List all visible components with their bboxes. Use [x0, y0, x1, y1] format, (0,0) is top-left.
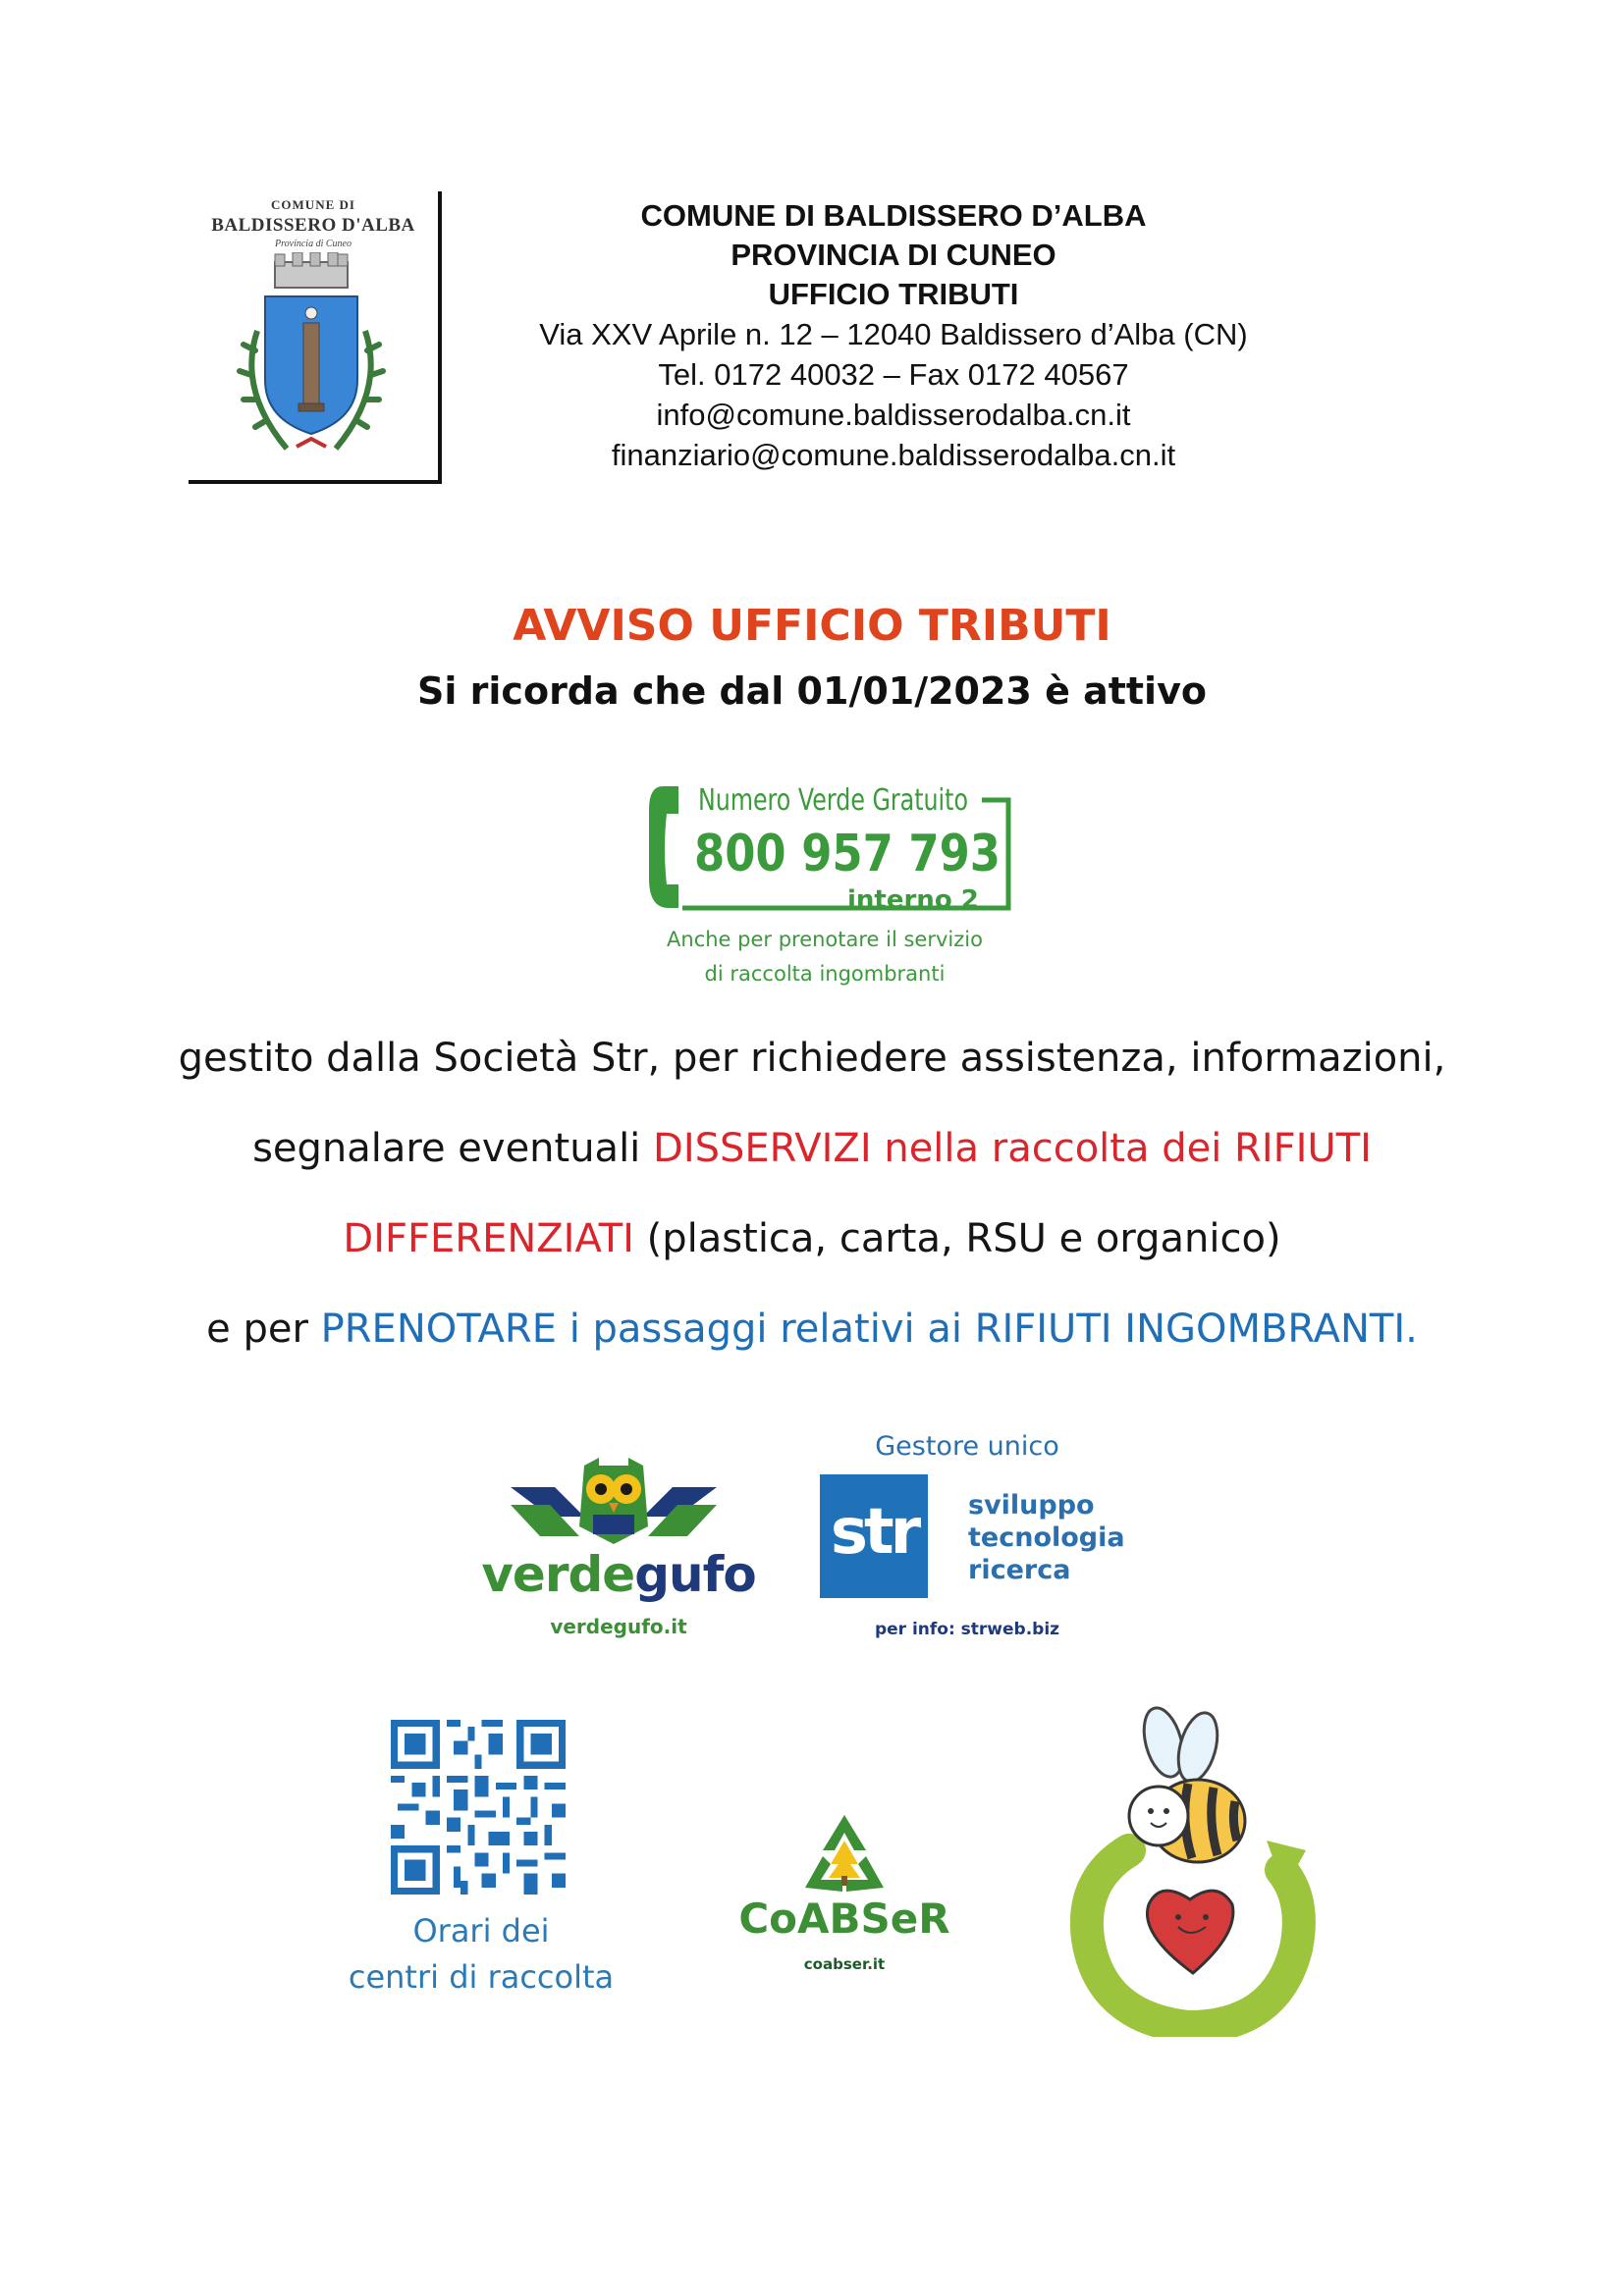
green-number-value: 800 957 793 — [694, 825, 1001, 883]
header-office: UFFICIO TRIBUTI — [768, 277, 1019, 311]
municipality-crest — [189, 191, 442, 484]
body-line-3-highlight: DIFFERENZIATI — [343, 1216, 634, 1261]
qr-code-icon[interactable] — [391, 1720, 566, 1895]
str-word-1: sviluppo — [968, 1490, 1095, 1521]
verdegufo-word-b: gufo — [634, 1546, 756, 1603]
header-email-finance[interactable]: finanziario@comune.baldisserodalba.cn.it — [611, 438, 1176, 472]
body-line-2 — [0, 1126, 1624, 1171]
str-mark: str — [830, 1496, 918, 1569]
coabser-url[interactable]: coabser.it — [803, 1955, 886, 1973]
header-phone: Tel. 0172 40032 – Fax 0172 40567 — [658, 357, 1129, 392]
notice-title: AVVISO UFFICIO TRIBUTI — [513, 601, 1111, 651]
green-number-badge — [643, 771, 1016, 928]
header-municipality: COMUNE DI BALDISSERO D’ALBA — [640, 198, 1147, 233]
qr-caption-2: centri di raccolta — [348, 1958, 615, 1996]
body-line-3-plain: (plastica, carta, RSU e organico) — [633, 1216, 1281, 1261]
coabser-logo: CoABSeR — [738, 1895, 950, 1943]
owl-icon — [511, 1458, 717, 1546]
body-line-1: gestito dalla Società Str, per richiedere assistenza, informazioni, — [178, 1036, 1446, 1081]
notice-subtitle: Si ricorda che dal 01/01/2023 è attivo — [417, 669, 1207, 713]
header-address: Via XXV Aprile n. 12 – 12040 Baldissero d’Alba (CN) — [539, 317, 1248, 351]
crest-province-label: Provincia di Cuneo — [275, 239, 352, 249]
green-number-extension: interno 2 — [847, 885, 979, 915]
str-caption: Gestore unico — [875, 1431, 1059, 1462]
header-province: PROVINCIA DI CUNEO — [731, 238, 1056, 272]
verdegufo-url[interactable]: verdegufo.it — [550, 1615, 687, 1638]
header-email-info[interactable]: info@comune.baldisserodalba.cn.it — [656, 398, 1131, 432]
str-logo — [820, 1474, 928, 1598]
qr-caption-1: Orari dei — [412, 1912, 550, 1949]
str-word-2: tecnologia — [968, 1522, 1125, 1553]
verdegufo-logo — [461, 1546, 776, 1603]
body-line-4 — [0, 1307, 1624, 1352]
body-line-4-highlight: PRENOTARE i passaggi relativi ai RIFIUTI INGOMBRANTI. — [320, 1307, 1418, 1352]
verdegufo-word-a: verde — [481, 1546, 635, 1603]
body-line-4-plain: e per — [206, 1307, 321, 1352]
green-number-heading: Numero Verde Gratuito — [698, 783, 968, 818]
body-line-2-plain: segnalare eventuali — [252, 1126, 654, 1171]
body-line-3 — [0, 1216, 1624, 1261]
coat-of-arms-icon — [218, 252, 405, 463]
recycle-tree-icon — [797, 1811, 892, 1894]
str-info[interactable]: per info: strweb.biz — [874, 1620, 1060, 1639]
green-number-hint-2: di raccolta ingombranti — [704, 962, 946, 986]
bee-heart-recycle-icon — [1070, 1703, 1326, 2037]
body-line-2-highlight: DISSERVIZI nella raccolta dei RIFIUTI — [653, 1126, 1372, 1171]
str-word-3: ricerca — [968, 1555, 1071, 1585]
crest-comune-label: COMUNE DI — [271, 197, 355, 212]
crest-town-label: BALDISSERO D'ALBA — [211, 215, 415, 236]
green-number-hint-1: Anche per prenotare il servizio — [667, 928, 983, 951]
